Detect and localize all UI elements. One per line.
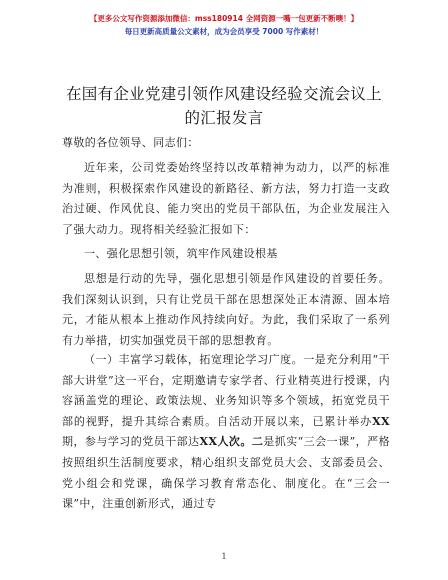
promo-banner-line-2: 每日更新高质量公文素材，成为会员享受 7000 写作素材！ [124, 27, 324, 36]
paragraph-learning-carriers [62, 350, 390, 515]
bold-count-participants: XX [199, 435, 218, 449]
bold-count-sessions: XX [372, 414, 390, 428]
document-title [40, 82, 408, 130]
paragraph-text-segment: （一）丰富学习载体，拓宽理论学习广度。一是充分利用“干部大讲堂”这一平台，定期邀请专家学者、行业精英进行授课，内容涵盖党的理论、政策法规、业务知识等多个领域，拓宽党员干部的视野，提升其综合素质。自活动开展以来，已累计举办 [62, 353, 390, 428]
section-heading-1: 一、强化思想引领，筑牢作风建设根基 [84, 247, 278, 260]
salutation: 尊敬的各位领导、同志们： [62, 136, 199, 149]
promo-banner [0, 12, 448, 38]
promo-banner-line-1: 【更多公文写作资源添加微信：mss180914 全网资源一嘴一包更新不断噢！】 [89, 14, 359, 23]
bold-participants-suffix: 人次。二 [217, 435, 264, 449]
document-title-line-2: 的汇报发言 [184, 109, 264, 127]
document-title-line-1: 在国有企业党建引领作风建设经验交流会议上 [65, 85, 382, 103]
paragraph-thought-guidance: 思想是行动的先导，强化思想引领是作风建设的首要任务。我们深刻认识到，只有让党员干部在思想深处正本清源、固本培元，才能从根本上推动作风持续向好。为此，我们采取了一系列有力举措，切实加强党员干部的思想教育。 [62, 272, 390, 347]
paragraph-text-segment: 期，参与学习的党员干部达 [62, 435, 200, 449]
page-number: 1 [221, 552, 227, 561]
paragraph-text-segment: 是抓实“三会一课”，严格按照组织生活制度要求，精心组织支部党员大会、支部委员会、党小组会和党课，确保学习教育常态化、制度化。在“三会一课”中，注重创新形式，通过专 [62, 435, 390, 511]
paragraph-intro: 近年来，公司党委始终坚持以改革精神为动力，以严的标准为准则，积极探索作风建设的新路径、新方法，努力打造一支政治过硬、作风优良、能力突出的党员干部队伍，为企业发展注入了强大动力。现将相关经验汇报如下： [62, 161, 390, 236]
